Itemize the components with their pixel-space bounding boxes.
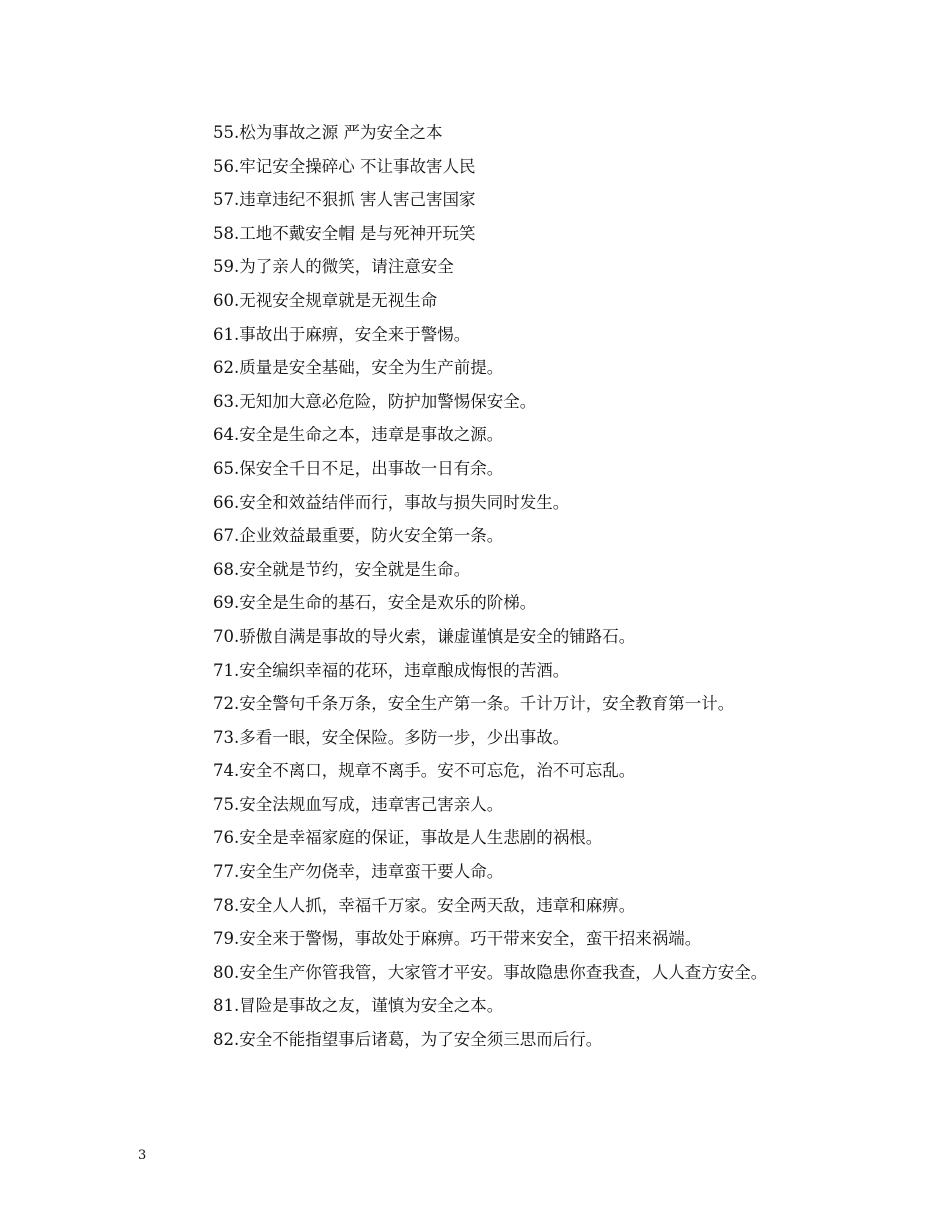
list-item: 63.无知加大意必危险，防护加警惕保安全。 [213,391,537,411]
list-item: 81.冒险是事故之友，谨慎为安全之本。 [213,996,504,1016]
list-item: 75.安全法规血写成，违章害己害亲人。 [213,794,504,814]
list-item: 55.松为事故之源 严为安全之本 [213,123,443,142]
list-item: 73.多看一眼，安全保险。多防一步，少出事故。 [213,727,570,747]
list-item: 77.安全生产勿侥幸，违章蛮干要人命。 [213,862,504,882]
slogan-list [140,116,820,1057]
list-item: 65.保安全千日不足，出事故一日有余。 [213,458,504,478]
list-item: 57.违章违纪不狠抓 害人害己害国家 [213,190,476,210]
list-item: 61.事故出于麻痹，安全来于警惕。 [213,324,471,344]
list-item: 68.安全就是节约，安全就是生命。 [213,559,471,579]
list-item: 74.安全不离口，规章不离手。安不可忘危，治不可忘乱。 [213,761,636,781]
list-item: 67.企业效益最重要，防火安全第一条。 [213,526,504,546]
list-item: 66.安全和效益结伴而行，事故与损失同时发生。 [213,492,570,512]
list-item: 71.安全编织幸福的花环，违章酿成悔恨的苦酒。 [213,660,570,680]
list-item: 79.安全来于警惕，事故处于麻痹。巧干带来安全，蛮干招来祸端。 [213,929,702,949]
list-item: 60.无视安全规章就是无视生命 [213,290,438,310]
list-item: 72.安全警句千条万条，安全生产第一条。千计万计，安全教育第一计。 [213,694,735,714]
list-item: 69.安全是生命的基石，安全是欢乐的阶梯。 [213,593,537,613]
list-item: 80.安全生产你管我管，大家管才平安。事故隐患你查我查，人人查方安全。 [213,962,768,982]
list-item: 56.牢记安全操碎心 不让事故害人民 [213,156,476,176]
list-item: 59.为了亲人的微笑，请注意安全 [213,257,454,277]
list-item: 82.安全不能指望事后诸葛，为了安全须三思而后行。 [213,1030,603,1050]
list-item: 62.质量是安全基础，安全为生产前提。 [213,358,504,378]
list-item: 58.工地不戴安全帽 是与死神开玩笑 [213,223,476,243]
page-number: 3 [138,1148,147,1163]
list-item: 78.安全人人抓，幸福千万家。安全两天敌，违章和麻痹。 [213,895,636,915]
list-item: 64.安全是生命之本，违章是事故之源。 [213,425,504,445]
list-item: 70.骄傲自满是事故的导火索，谦虚谨慎是安全的铺路石。 [213,626,636,646]
list-item: 76.安全是幸福家庭的保证，事故是人生悲剧的祸根。 [213,828,603,848]
